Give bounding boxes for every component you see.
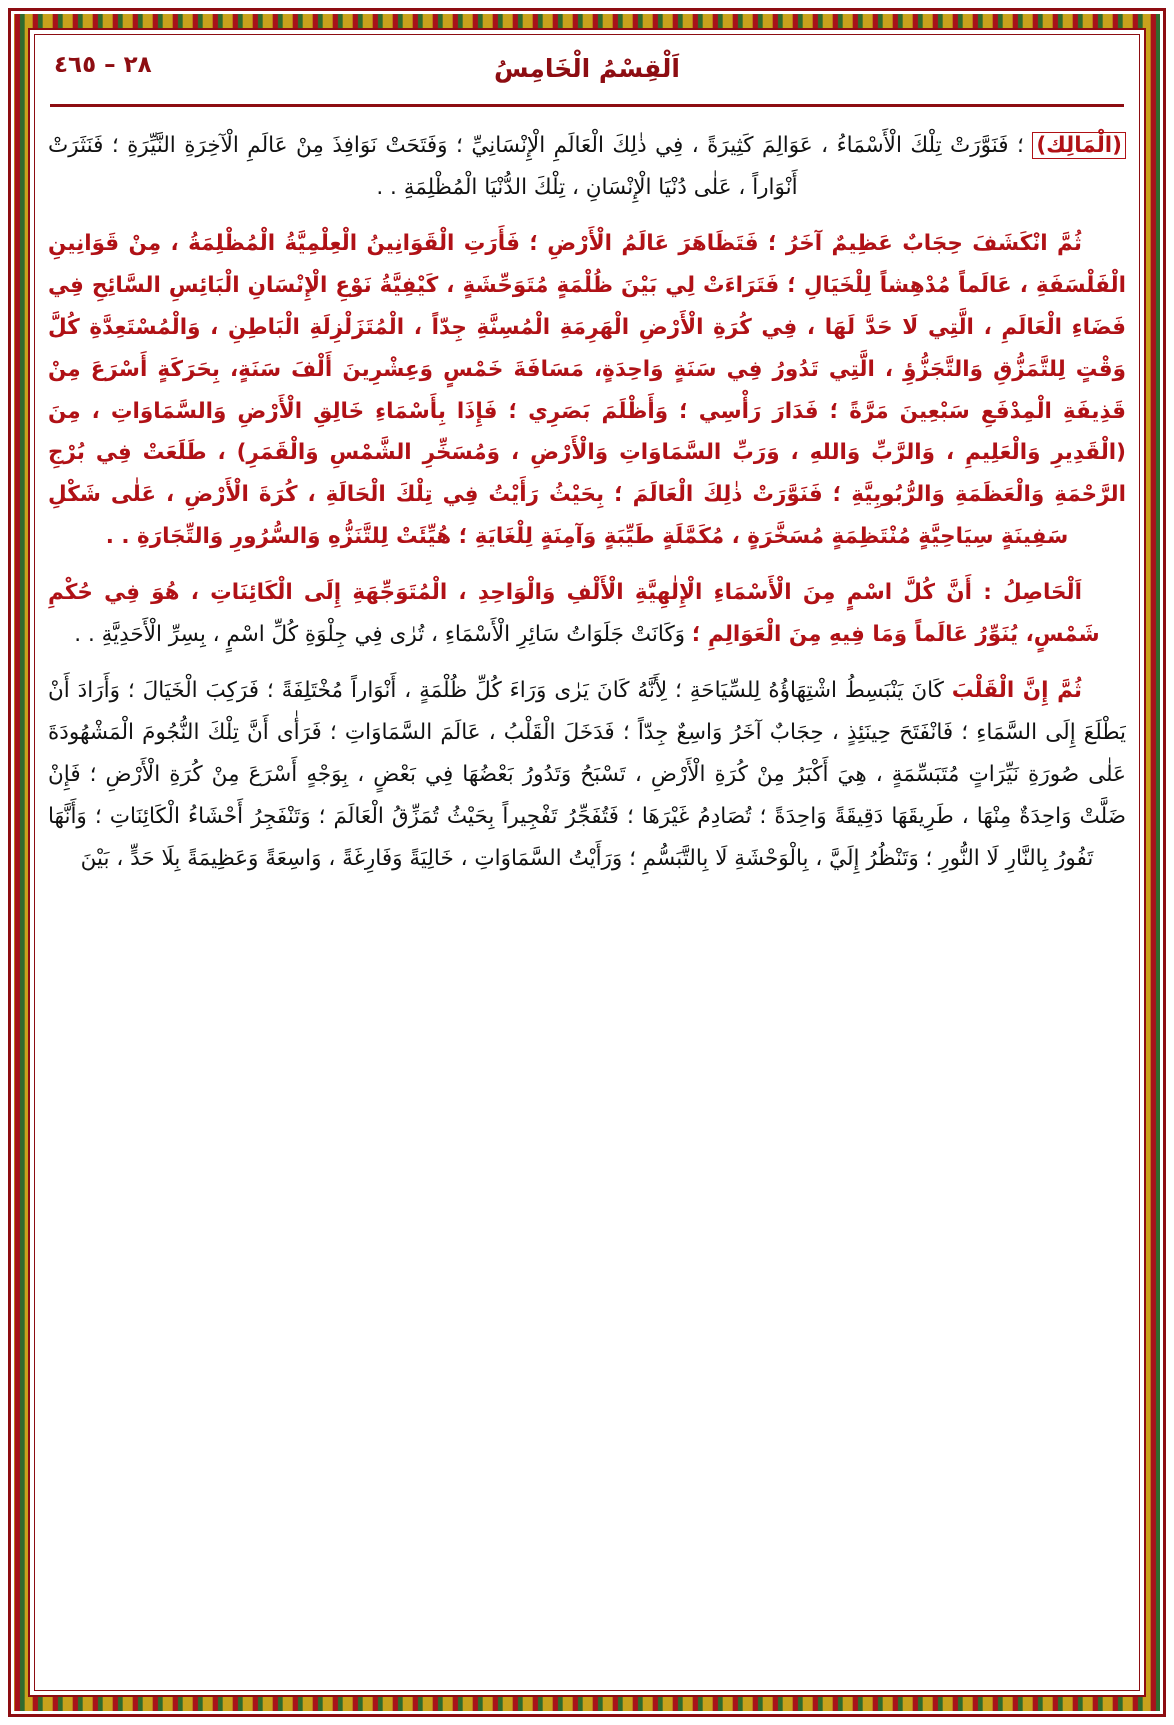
paragraph-3-red-text: أَنَّ كُلَّ اسْمٍ مِنَ الْأَسْمَاءِ الْإِلٰهِيَّةِ الْأَلْفِ وَالْوَاحِدِ ، الْمُتَوَجِّهَةِ إِلَى الْكَائِنَاتِ ، هُوَ فِي حُكْمِ شَمْسٍ، يُنَوِّرُ عَالَماً وَمَا فِيهِ مِنَ الْعَوَالِمِ ؛ xyxy=(48,580,1100,648)
header-divider xyxy=(50,104,1124,107)
page-number: ٢٨ – ٤٦٥ xyxy=(54,52,152,78)
paragraph-4-lead: ثُمَّ إِنَّ الْقَلْبَ xyxy=(951,678,1083,704)
paragraph-3-lead: اَلْحَاصِلُ : xyxy=(983,580,1082,606)
paragraph-2: ثُمَّ انْكَشَفَ حِجَابٌ عَظِيمٌ آخَرُ ؛ فَتَظَاهَرَ عَالَمُ الْأَرْضِ ؛ فَأَرَتِ الْقَوَانِينُ الْعِلْمِيَّةُ الْمُظْلِمَةُ ، مِنْ قَوَانِينِ الْفَلْسَفَةِ ، عَالَماً مُدْهِشاً لِلْخَيَالِ ؛ فَتَرَاءَتْ لِي بَيْنَ ظُلْمَةٍ مُتَوَحِّشَةٍ ، كَيْفِيَّةُ نَوْعِ الْإِنْسَانِ الْبَائِسِ السَّائِحِ فِي فَضَاءِ الْعَالَمِ ، الَّتِي لَا حَدَّ لَهَا ، فِي كُرَةِ الْأَرْضِ الْهَرِمَةِ الْمُسِنَّةِ جِدّاً ، الْمُتَزَلْزِلَةِ الْبَاطِنِ ، وَالْمُسْتَعِدَّةِ كُلَّ وَقْتٍ لِلتَّمَزُّقِ وَالتَّجَزُّؤِ ، الَّتِي تَدُورُ فِي سَنَةٍ وَاحِدَةٍ، مَسَافَةَ خَمْسٍ وَعِشْرِينَ أَلْفَ سَنَةٍ، بِحَرَكَةٍ أَسْرَعَ مِنْ قَذِيفَةِ الْمِدْفَعِ سَبْعِينَ مَرَّةً ؛ فَدَارَ رَأْسِي ؛ وَأَظْلَمَ بَصَرِي ؛ فَإِذَا بِأَسْمَاءِ خَالِقِ الْأَرْضِ وَالسَّمَاوَاتِ ، مِنَ (الْقَدِيرِ وَالْعَلِيمِ ، وَالرَّبِّ وَاللهِ ، وَرَبِّ السَّمَاوَاتِ وَالْأَرْضِ ، وَمُسَخِّرِ الشَّمْسِ وَالْقَمَرِ) ، طَلَعَتْ فِي بُرْجِ الرَّحْمَةِ وَالْعَظَمَةِ وَالرُّبُوبِيَّةِ ؛ فَنَوَّرَتْ ذٰلِكَ الْعَالَمَ ؛ بِحَيْثُ رَأَيْتُ فِي تِلْكَ الْحَالَةِ ، كُرَةَ الْأَرْضِ ، عَلٰى شَكْلِ سَفِينَةٍ سِيَاحِيَّةٍ مُنْتَظِمَةٍ مُسَخَّرَةٍ ، مُكَمَّلَةٍ طَيِّبَةٍ وَآمِنَةٍ لِلْغَايَةِ ؛ هُيِّئَتْ لِلتَّنَزُّهِ وَالسُّرُورِ وَالتِّجَارَةِ . . xyxy=(48,230,1126,550)
page-header xyxy=(48,46,1126,104)
paragraph-4-text: كَانَ يَنْبَسِطُ اشْتِهَاؤُهُ لِلسِّيَاحَةِ ؛ لِأَنَّهُ كَانَ يَرٰى وَرَاءَ كُلِّ ظُلْمَةٍ ، أَنْوَاراً مُخْتَلِفَةً ؛ فَرَكِبَ الْخَيَالَ ؛ وَأَرَادَ أَنْ يَطْلَعَ إِلَى السَّمَاءِ ؛ فَانْفَتَحَ حِينَئِذٍ ، حِجَابٌ آخَرُ وَاسِعٌ جِدّاً ؛ فَدَخَلَ الْقَلْبُ ، عَالَمَ السَّمَاوَاتِ ؛ فَرَأٰى أَنَّ تِلْكَ النُّجُومَ الْمَشْهُودَةَ عَلٰى صُورَةِ نَيِّرَاتٍ مُتَبَسِّمَةٍ ، هِيَ أَكْبَرُ مِنْ كُرَةِ الْأَرْضِ ، تَسْبَحُ وَتَدُورُ بَعْضُهَا فِي بَعْضٍ ، بِوَجْهٍ أَسْرَعَ مِنْ كُرَةِ الْأَرْضِ ؛ فَإِنْ ضَلَّتْ وَاحِدَةٌ مِنْهَا ، طَرِيقَهَا دَقِيقَةً وَاحِدَةً ؛ تُصَادِمُ غَيْرَهَا ؛ فَتُفَجِّرُ تَفْجِيراً بِحَيْثُ تُمَزِّقُ الْعَالَمَ ؛ وَتَنْفَجِرُ أَحْشَاءُ الْكَائِنَاتِ ؛ وَأَنَّهَا تَفُورُ بِالنَّارِ لَا النُّورِ ؛ وَتَنْظُرُ إِلَيَّ ، بِالْوَحْشَةِ لَا بِالتَّبَسُّمِ ؛ وَرَأَيْتُ السَّمَاوَاتِ ، خَالِيَةً وَفَارِغَةً ، وَاسِعَةً وَعَظِيمَةً بِلَا حَدٍّ ، بَيْنَ xyxy=(48,678,1126,871)
paragraph-3 xyxy=(48,572,1126,656)
page-title: اَلْقِسْمُ الْخَامِسُ xyxy=(494,54,680,83)
paragraph-4 xyxy=(48,670,1126,880)
paragraph-1 xyxy=(48,125,1126,209)
paragraph-3-black-text: وَكَانَتْ جَلَوَاتُ سَائِرِ الْأَسْمَاءِ ، تُرٰى فِي جِلْوَةِ كُلِّ اسْمٍ ، بِسِرِّ الْأَحَدِيَّةِ . . xyxy=(74,622,692,648)
page-content xyxy=(48,46,1126,1685)
paragraph-1-text: ؛ فَنَوَّرَتْ تِلْكَ الْأَسْمَاءُ ، عَوَالِمَ كَثِيرَةً ، فِي ذٰلِكَ الْعَالَمِ الْإِنْسَانِيِّ ؛ وَفَتَحَتْ نَوَافِذَ مِنْ عَالَمِ الْآخِرَةِ النَّيِّرَةِ ؛ فَنَثَرَتْ أَنْوَاراً ، عَلٰى دُنْيَا الْإِنْسَانِ ، تِلْكَ الدُّنْيَا الْمُظْلِمَةِ . . xyxy=(48,133,1033,200)
keyword-al-malik: (الْمَالِك) xyxy=(1032,132,1126,159)
